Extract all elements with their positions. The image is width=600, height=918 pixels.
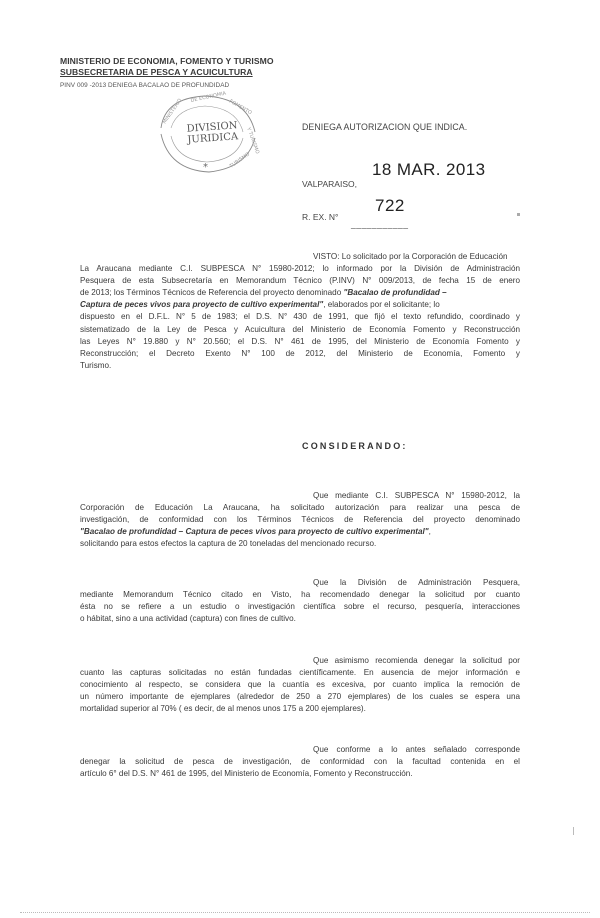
city-label: VALPARAISO, xyxy=(302,179,357,189)
visto-line: Turismo. xyxy=(80,360,112,370)
visto-line: Captura de peces vivos para proyecto de cultivo experimental", elaborados por el solicitante; lo xyxy=(80,300,440,310)
considerando-paragraph-1 xyxy=(80,490,520,550)
visto-line: las Leyes N° 19.880 y N° 20.560; el D.S. N° 461 de 1995, del Ministerio de Economía Fomento y xyxy=(80,336,520,346)
visto-line: dispuesto en el D.F.L. N° 5 de 1983; el D.S. N° 430 de 1991, que fijó el texto refundido, coordinado y xyxy=(80,312,520,322)
project-title: "Bacalao de profundidad – xyxy=(343,288,447,298)
visto-line: La Araucana mediante C.I. SUBPESCA N° 15980-2012; lo informado por la División de Administración xyxy=(80,264,520,274)
paragraph-line: Que mediante C.I. SUBPESCA N° 15980-2012, la xyxy=(313,491,520,500)
svg-text:TURISMO: TURISMO xyxy=(228,151,252,170)
paragraph-line: mediante Memorandum Técnico citado en Visto, ha recomendado denegar la solicitud por cuanto xyxy=(80,590,520,600)
scan-dot xyxy=(573,827,574,835)
visto-line: VISTO: Lo solicitado por la Corporación de Educación xyxy=(313,252,508,261)
resolution-subject: DENIEGA AUTORIZACION QUE INDICA. xyxy=(302,122,468,132)
paragraph-line: ésta no se refiere a un estudio o investigación científica sobre el recurso, pesquería, interacciones xyxy=(80,602,520,612)
paragraph-line: mortalidad superior al 70% ( es decir, de al menos unos 175 a 200 ejemplares). xyxy=(80,704,366,714)
ministry-name: MINISTERIO DE ECONOMIA, FOMENTO Y TURISMO xyxy=(60,56,274,66)
paragraph-line: conocimiento al respecto, se considera que la cuantía es excesiva, por cuanto implica la remoción de xyxy=(80,680,520,690)
paragraph-line: o hábitat, sino a una actividad (captura) con fines de cultivo. xyxy=(80,614,296,624)
paragraph-line: denegar la solicitud de pesca de investigación, de conformidad con la facultad contenida en el xyxy=(80,757,520,767)
svg-text:*: * xyxy=(203,162,208,173)
visto-line: Reconstrucción; el Decreto Exento N° 100 de 2012, del Ministerio de Economía, Fomento y xyxy=(80,348,520,358)
paragraph-line: artículo 6° del D.S. N° 461 de 1995, del Ministerio de Economía, Fomento y Reconstrucción. xyxy=(80,769,413,779)
visto-line: Pesquera de esta Subsecretaría en Memorandum Técnico (P.INV) N° 009/2013, de fecha 15 de enero xyxy=(80,276,520,286)
visto-paragraph xyxy=(80,251,520,372)
svg-text:MINISTERIO: MINISTERIO xyxy=(161,97,184,126)
considerando-paragraph-4 xyxy=(80,744,520,780)
paragraph-line: Que conforme a lo antes señalado corresponde xyxy=(313,745,520,754)
stamp-center-line2: JURIDICA xyxy=(187,131,239,146)
svg-text:Y TURISMO: Y TURISMO xyxy=(245,126,261,155)
res-ex-number: 722 xyxy=(375,196,405,215)
paragraph-line: Que la División de Administración Pesquera, xyxy=(313,578,520,587)
considerando-paragraph-2 xyxy=(80,577,520,625)
paragraph-line: Corporación de Educación La Araucana, ha solicitado autorización para realizar una pesca de xyxy=(80,503,520,513)
paragraph-line: Que asimismo recomienda denegar la solicitud por xyxy=(313,656,520,665)
visto-line: sistematizado de la Ley de Pesca y Acuicultura del Ministerio de Economía Fomento y Reconstrucción xyxy=(80,324,520,334)
project-title: Captura de peces vivos para proyecto de cultivo experimental" xyxy=(80,300,324,310)
project-title: "Bacalao de profundidad – Captura de peces vivos para proyecto de cultivo experimental" xyxy=(80,527,429,537)
paragraph-line: un número importante de ejemplares (alrededor de 250 a 270 ejemplares) de los cuales se espera una xyxy=(80,692,520,702)
visto-line: de 2013; los Términos Técnicos de Referencia del proyecto denominado "Bacalao de profundidad – xyxy=(80,288,447,298)
paragraph-line: investigación, de conformidad con los Términos Técnicos de Referencia del proyecto denominado xyxy=(80,515,520,525)
resolution-date: 18 MAR. 2013 xyxy=(372,160,486,179)
paragraph-line: "Bacalao de profundidad – Captura de peces vivos para proyecto de cultivo experimental", xyxy=(80,527,431,537)
svg-text:DE ECONOMIA: DE ECONOMIA xyxy=(190,90,227,104)
res-ex-underline: ___________ xyxy=(351,219,409,229)
considerando-heading: CONSIDERANDO: xyxy=(302,441,408,451)
considerando-paragraph-3 xyxy=(80,655,520,715)
scan-dot xyxy=(517,213,520,216)
svg-text:FOMENTO: FOMENTO xyxy=(228,98,253,117)
document-reference: PINV 009 -2013 DENIEGA BACALAO DE PROFUNDIDAD xyxy=(60,82,230,89)
scan-bottom-edge xyxy=(20,912,590,914)
paragraph-line: cuanto las capturas solicitadas no están fundadas científicamente. En ausencia de mejor información e xyxy=(80,668,520,678)
paragraph-line: solicitando para estos efectos la captura de 20 toneladas del mencionado recurso. xyxy=(80,539,377,549)
subsecretariat-name: SUBSECRETARIA DE PESCA Y ACUICULTURA xyxy=(60,67,253,77)
stamp-center-line1: DIVISION xyxy=(186,120,238,135)
res-ex-label: R. EX. N° xyxy=(302,212,339,222)
division-juridica-stamp xyxy=(143,88,267,178)
